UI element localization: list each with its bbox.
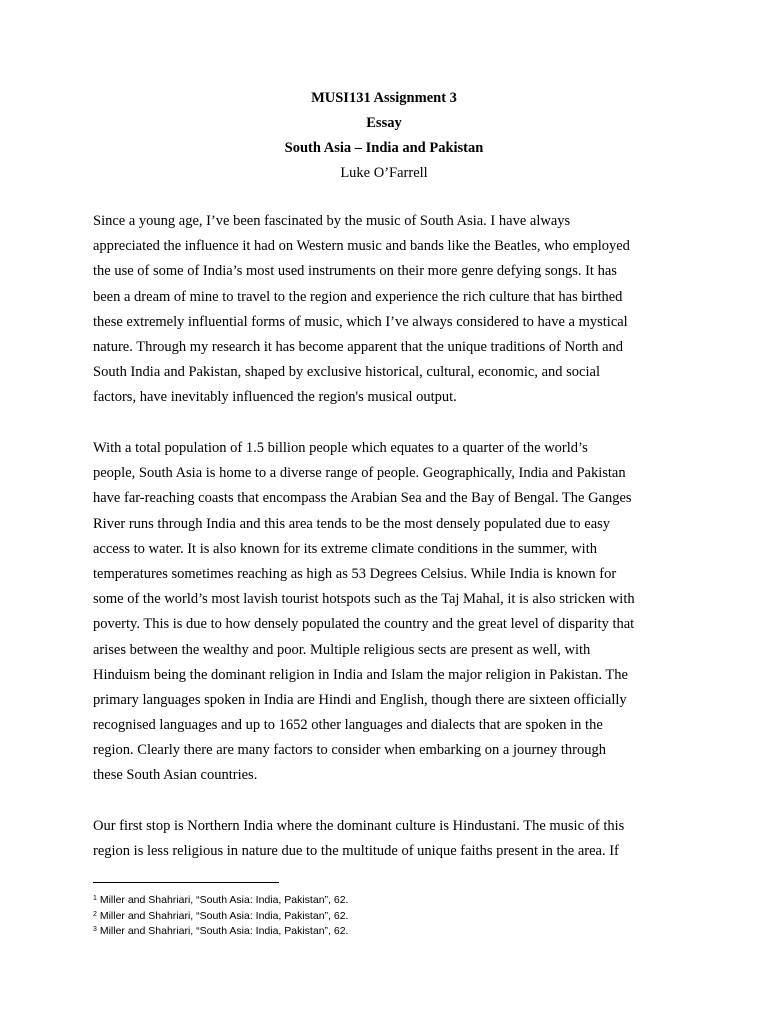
footnote-number: 2 xyxy=(93,910,97,918)
text-line: Since a young age, I’ve been fascinated by the music of South Asia. I have always xyxy=(93,213,571,229)
text-line: factors, have inevitably influenced the region's musical output. xyxy=(93,389,457,406)
text-line: the use of some of India’s most used instruments on their more genre defying songs. It has xyxy=(93,263,617,280)
text-line: recognised languages and up to 1652 other languages and dialects that are spoken in the xyxy=(93,717,603,734)
text-line: temperatures sometimes reaching as high as 53 Degrees Celsius. While India is known for xyxy=(93,565,617,582)
text-line: arises between the wealthy and poor. Multiple religious sects are present as well, with xyxy=(93,641,591,658)
text-line: Our first stop is Northern India where the dominant culture is Hindustani. The music of this xyxy=(93,818,625,834)
footnote-text: Miller and Shahriari, “South Asia: India, Pakistan”, 62. xyxy=(99,894,349,906)
title-block xyxy=(0,86,768,186)
text-line: poverty. This is due to how densely populated the country and the great level of disparity that xyxy=(93,616,635,633)
footnote-3 xyxy=(93,923,348,939)
assignment-title: MUSI131 Assignment 3 xyxy=(311,90,457,106)
text-line: access to water. It is also known for its extreme climate conditions in the summer, with xyxy=(93,540,597,557)
text-line: South India and Pakistan, shaped by exclusive historical, cultural, economic, and social xyxy=(93,364,600,381)
text-line: With a total population of 1.5 billion people which equates to a quarter of the world’s xyxy=(93,440,588,456)
text-line: these extremely influential forms of music, which I’ve always considered to have a mystical xyxy=(93,313,628,330)
text-line: region is less religious in nature due to the multitude of unique faiths present in the area. If xyxy=(93,843,619,860)
text-line: these South Asian countries. xyxy=(93,767,258,784)
text-line: been a dream of mine to travel to the region and experience the rich culture that has birthed xyxy=(93,288,623,305)
text-line: primary languages spoken in India are Hindi and English, though there are sixteen officially xyxy=(93,691,627,708)
footnote-text: Miller and Shahriari, “South Asia: India, Pakistan”, 62. xyxy=(99,925,349,937)
essay-topic: South Asia – India and Pakistan xyxy=(284,140,484,156)
author-name: Luke O’Farrell xyxy=(340,165,428,181)
text-line: people, South Asia is home to a diverse range of people. Geographically, India and Pakistan xyxy=(93,465,626,482)
footnote-number: 3 xyxy=(93,926,97,933)
footnote-number: 1 xyxy=(93,895,97,902)
paragraph-2 xyxy=(93,436,673,789)
paragraph-1 xyxy=(93,209,673,411)
text-line: River runs through India and this area tends to be the most densely populated due to easy xyxy=(93,515,611,532)
text-line: region. Clearly there are many factors to consider when embarking on a journey through xyxy=(93,742,606,759)
text-line: have far-reaching coasts that encompass the Arabian Sea and the Bay of Bengal. The Ganges xyxy=(93,490,632,507)
footnote-2 xyxy=(93,908,348,924)
footnote-separator xyxy=(93,882,279,883)
footnote-text: Miller and Shahriari, “South Asia: India, Pakistan”, 62. xyxy=(99,909,349,922)
paragraph-3 xyxy=(93,814,673,864)
footnote-1 xyxy=(93,892,348,908)
text-line: appreciated the influence it had on Western music and bands like the Beatles, who employed xyxy=(93,238,630,255)
essay-label: Essay xyxy=(366,115,402,131)
footnotes xyxy=(93,892,348,939)
text-line: Hinduism being the dominant religion in India and Islam the major religion in Pakistan. The xyxy=(93,666,628,683)
text-line: some of the world’s most lavish tourist hotspots such as the Taj Mahal, it is also stricken with xyxy=(93,591,635,608)
text-line: nature. Through my research it has become apparent that the unique traditions of North and xyxy=(93,338,624,355)
